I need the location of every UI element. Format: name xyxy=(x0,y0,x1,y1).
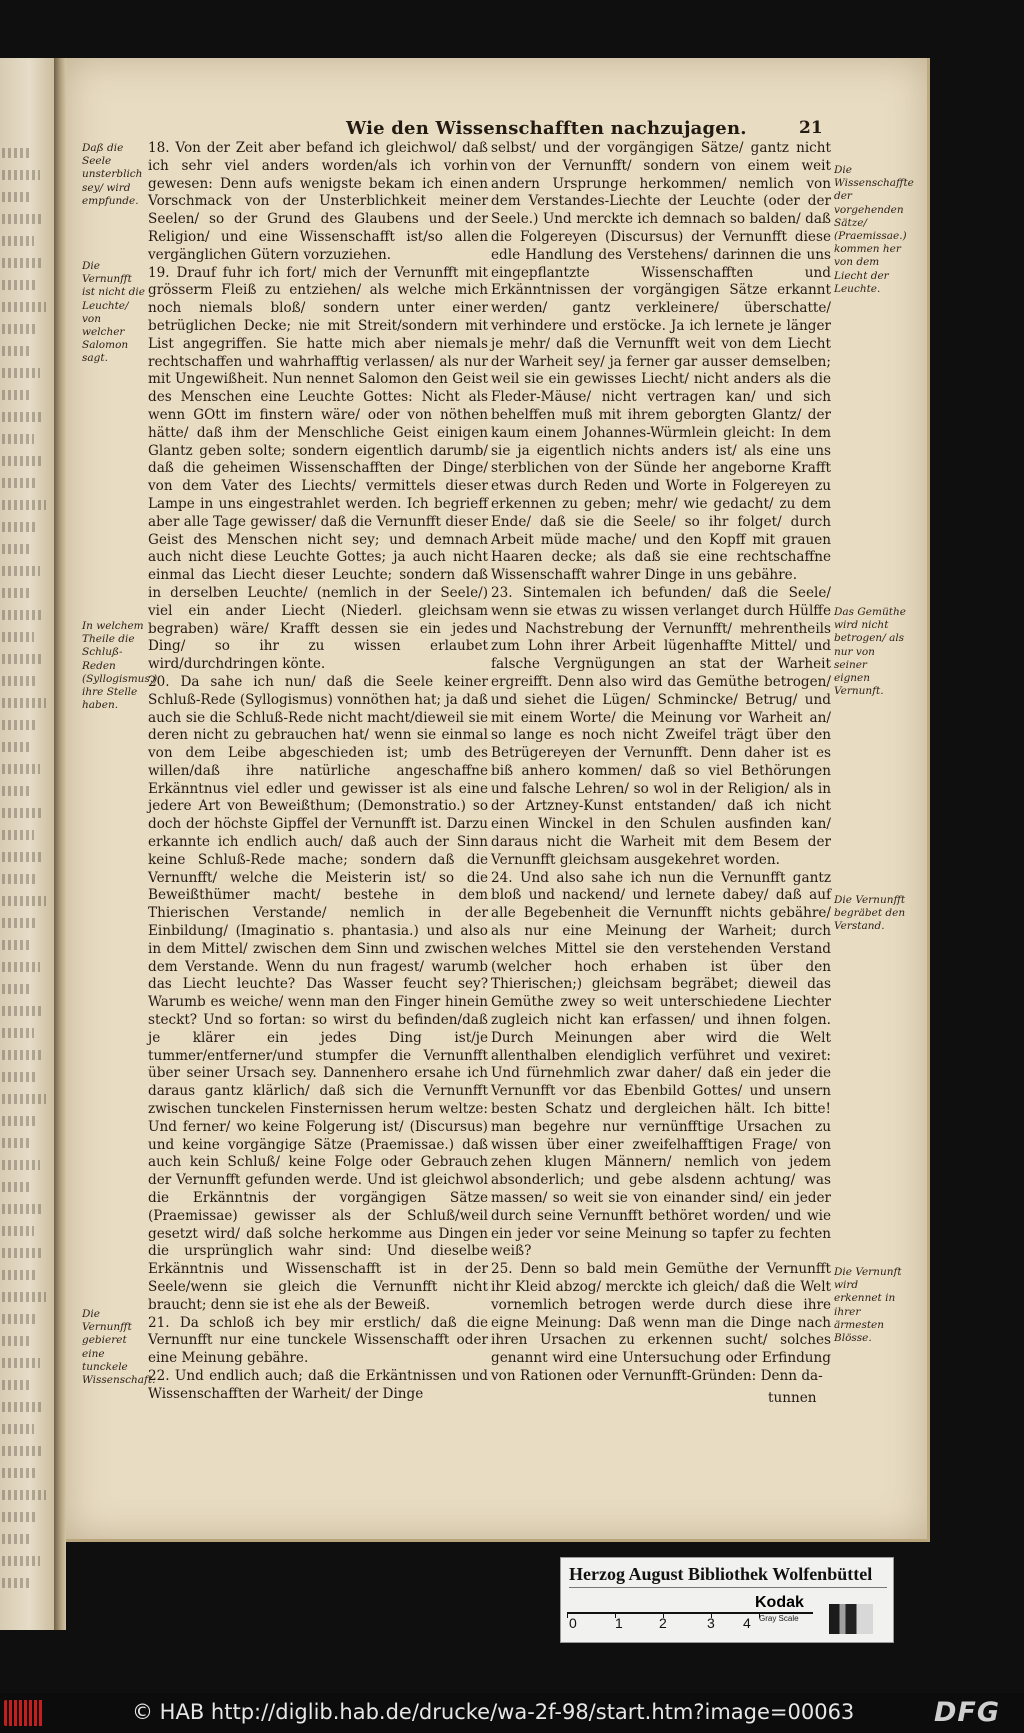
ghost-text-line xyxy=(2,1534,30,1544)
scale-label: 4 xyxy=(743,1615,751,1631)
ghost-text-line xyxy=(2,192,32,202)
ghost-text-line xyxy=(2,522,38,532)
paragraph-24: 24. Und also sahe ich nun die Vernunfft gantz bloß und nackend/ und lernete dabey/ daß auf alle Begebenheit die Vernunfft nichts gebähre/ als nur eine Meinung der Warheit; durch welches Mittel sie den verstehenden Verstand (welcher hoch erhaben ist über den Thierischen;) gleichsam begräbet; dieweil das Gemüthe zwey so weit unterschiedene Liechter zugleich nicht kan erfassen/ und ihnen folgen. Durch Meinungen aber wird die Welt allenthalben elendiglich verführet und vexiret: Und fürnehmlich zwar daher/ daß ein jeder die Vernunfft vor das Ebenbild Gottes/ und unsern besten Schatz und dergleichen hält. Ich bitte! man begehre nur vernünfftige Ursachen zu wissen über einer zweifelhafftigen Frage/ von zehen klugen Männern/ nemlich von jedem absonderlich; und gebe alsdenn achtung/ was massen/ so weit sie von einander sind/ ein jeder durch seine Vernunfft bethöret worden/ und wie ein jeder vor seine Meinung so tapfer zu fechten weiß? xyxy=(491,869,831,1260)
ghost-text-line xyxy=(2,346,30,356)
ghost-text-line xyxy=(2,984,32,994)
ghost-text-line xyxy=(2,1050,44,1060)
ghost-text-line xyxy=(2,1006,42,1016)
ghost-text-line xyxy=(2,610,42,620)
footer-bar xyxy=(0,1693,1024,1733)
scale-label: 3 xyxy=(707,1615,715,1631)
ghost-text-line xyxy=(2,962,40,972)
ghost-text-line xyxy=(2,1094,46,1104)
ghost-text-line xyxy=(2,434,34,444)
paragraph-22-continued: selbst/ und der vorgängigen Sätze/ gantz nicht von der Vernunfft/ sondern von einem weit andern Ursprunge herkommen/ nemlich von dem Verstandes-Liechte der Leuchte (oder der Seele.) Und merckte ich demnach so balden/ daß die Folgereyen (Discursus) der Vernunfft diese edle Handlung des Verstehens/ darinnen die uns eingepflantzte Wissenschafften und Erkänntnissen der vorgängigen Sätze erkannt werden/ gantz verkleinere/ überschatte/ verhindere und erstöcke. Ja ich lernete je länger je mehr/ daß die Vernunfft weit von dem Liecht der Warheit sey/ ja ferner gar ausser demselben; weil sie ein gewisses Liecht/ nicht anders als die Fleder-Mäuse/ nicht vertragen kan/ und sich behelffen muß mit ihrem geborgten Glantz/ der kaum einem Johannes-Würmlein gleicht: In dem sie ja eigentlich nichts anders ist/ als eine uns sterblichen von der Sünde her angeborne Krafft etwas durch Reden und Worte in Folgereyen zu erkennen zu geben; mehr/ wie gedacht/ zu dem Ende/ daß sie die Seele/ so ihr folget/ durch Arbeit müde mache/ und den Kopff mit grauen Haaren decke; als daß sie eine rechtschaffne Wissenschafft wahrer Dinge in uns gebähre. xyxy=(491,140,831,584)
ghost-text-line xyxy=(2,1160,40,1170)
margin-note: Die Wissenschaffte der vorgehenden Sätze/ (Praemissae.) kommen her von dem Liecht der Leuchte. xyxy=(834,164,914,295)
ghost-text-line xyxy=(2,1490,46,1500)
ghost-text-line xyxy=(2,852,44,862)
ghost-text-line xyxy=(2,412,42,422)
color-target xyxy=(560,1557,894,1643)
ghost-text-line xyxy=(2,742,30,752)
ghost-text-line xyxy=(2,280,36,290)
ghost-text-line xyxy=(2,258,44,268)
ghost-text-line xyxy=(2,1314,38,1324)
ghost-text-line xyxy=(2,566,40,576)
ghost-text-line xyxy=(2,1226,34,1236)
ghost-text-line xyxy=(2,1380,32,1390)
ghost-text-line xyxy=(2,1028,34,1038)
margin-note: In welchem Theile die Schluß-Reden (Syllogismus.) ihre Stelle haben. xyxy=(82,620,158,712)
ghost-text-line xyxy=(2,1270,36,1280)
gray-scale-label: Gray Scale xyxy=(759,1614,799,1623)
gray-scale-patch xyxy=(829,1604,873,1634)
paragraph-23: 23. Sintemalen ich befunden/ daß die Seele/ wenn sie etwas zu wissen verlanget durch Hülffe und Nachstrebung der Vernunfft/ mehrentheils zum Lohn ihrer Arbeit lügenhaffte Mittel/ und falsche Vergnügungen an stat der Warheit ergreifft. Denn also wird das Gemüthe betrogen/ und siehet die Lügen/ Schmincke/ Betrug/ und mit einem Worte/ die Meinung vor Warheit an/ so lange es noch nicht Zweifel trägt über den Betrügereyen der Vernunfft. Denn daher ist es biß anhero kommen/ daß so viel Bethörungen und falsche Lehren/ so wol in der Religion/ als in der Artzney-Kunst entstanden/ daß ich nicht einen Winckel in den Schulen ausfinden kan/ daraus nicht die Warheit mit dem Besem der Vernunfft gleichsam ausgekehret worden. xyxy=(491,584,831,868)
margin-note: Das Gemüthe wird nicht betrogen/ als nur von seiner eignen Vernunft. xyxy=(834,606,906,698)
ghost-text-line xyxy=(2,456,44,466)
ghost-text-line xyxy=(2,830,34,840)
ghost-text-line xyxy=(2,654,44,664)
running-head: Wie den Wissenschafften nachzujagen. xyxy=(346,118,747,139)
dfg-logo: DFG xyxy=(934,1697,1001,1728)
ghost-text-line xyxy=(2,302,46,312)
ghost-text-line xyxy=(2,1138,30,1148)
ghost-text-line xyxy=(2,1116,38,1126)
ghost-text-line xyxy=(2,896,46,906)
ghost-text-line xyxy=(2,676,36,686)
ghost-text-line xyxy=(2,1072,36,1082)
text-column-right xyxy=(491,140,831,1386)
ghost-text-line xyxy=(2,1556,40,1566)
hab-logo-icon xyxy=(4,1700,44,1726)
paragraph-25: 25. Denn so bald mein Gemüthe der Vernunfft ihr Kleid abzog/ merckte ich gleich/ daß die Welt vornemlich betrogen werde durch diese ihre eigne Meinung: Daß wenn man die Dinge nach ihren Ursachen zu erkennen sucht/ solches genannt wird eine Untersuchung oder Erfindung von Rationen oder Vernunfft-Gründen: Denn da- xyxy=(491,1261,831,1384)
ghost-text-line xyxy=(2,1402,42,1412)
scale-label: 2 xyxy=(659,1615,667,1631)
ghost-text-line xyxy=(2,632,34,642)
paragraph-19: 19. Drauf fuhr ich fort/ mich der Vernunfft mit grösserm Fleiß zu entziehen/ als welche mich noch niemals bloß/ sondern unter einer betrüglichen Decke; nie mit Streit/sondern mit List angegriffen. Sie hatte mich aber niemals rechtschaffen und wahrhafftig verlassen/ als nur mit Ungewißheit. Nun nennet Salomon den Geist des Menschen eine Leuchte Gottes: Nicht als wenn GOtt im finstern wäre/ oder von nöthen hätte/ daß ihm der Menschliche Geist einigen Glantz geben solte; sondern eigentlich darumb/ daß die geheimen Wissenschafften der Dinge/ von dem Vater des Liechts/ vermittels dieser Lampe in uns eingestrahlet werden. Ich begrieff aber alle Tage gewisser/ daß die Vernunfft dieser Geist des Menschen nicht sey; und demnach auch nicht diese Leuchte Gottes; ja auch nicht einmal das Liecht dieser Leuchte; sondern daß in derselben Leuchte/ (nemlich in der Seele/) viel ein ander Liecht (Niederl. gleichsam begraben) wäre/ Krafft dessen sie ein jedes Ding/ so ihr zu wissen erlaubet wird/durchdringen könte. xyxy=(148,264,488,673)
ghost-text-line xyxy=(2,170,40,180)
ghost-text-line xyxy=(2,148,30,158)
ghost-text-line xyxy=(2,1468,36,1478)
ghost-text-line xyxy=(2,786,32,796)
paragraph-20: 20. Da sahe ich nun/ daß die Seele keiner Schluß-Rede (Syllogismus) vonnöthen hat; ja daß auch sie die Schluß-Rede nicht macht/dieweil sie deren nicht zu gebrauchen hat/ wenn sie einmal von dem Leibe abgeschieden ist; umb des willen/daß ihre natürliche angeschaffne Erkänntnus viel edler und gewisser ist als eine jedere Art von Beweißthum; (Demonstratio.) so doch der höchste Gipffel der Vernunfft ist. Darzu erkannte ich endlich auch/ daß auch der Sinn keine Schluß-Rede mache; sondern daß die Vernunfft/ welche die Meisterin ist/ so die Beweißthümer macht/ bestehe in dem Thierischen Verstande/ nemlich in der Einbildung/ (Imaginatio s. phantasia.) und also in dem Mittel/ zwischen dem Sinn und zwischen dem Verstande. Wenn du nun fragest/ warumb das Liecht leuchte? Das Wasser feucht sey? Warumb es weiche/ wenn man den Finger hinein steckt? Und so fortan: so wirst du befinden/daß je klärer ein jedes Ding ist/je tummer/entferner/und stumpfer die Vernunfft über seiner Ursach sey. Dannenhero ersahe ich daraus gantz klärlich/ daß sich die Vernunfft zwischen tunckelen Finsternissen herum weltze: Und ferner/ wo keine Folgerung ist/ (Discursus) und keine vorgängige Sätze (Praemissae.) daß auch kein Schluß/ keine Folge oder Gebrauch der Vernunfft gefunden werde. Und ist gleichwol die Erkänntnis der vorgängigen Sätze (Praemissae) gewisser als der Schluß/weil gesetzt wird/ daß solche herkomme aus Dingen die ursprünglich wahr sind: Und dieselbe Erkänntnis und Wissenschafft ist in der Seele/wenn sie gleich die Vernunfft nicht braucht; denn sie ist ehe als der Beweiß. xyxy=(148,673,488,1313)
ghost-text-line xyxy=(2,214,42,224)
ghost-text-line xyxy=(2,544,30,554)
ghost-text-line xyxy=(2,1446,44,1456)
ghost-text-line xyxy=(2,1512,38,1522)
ghost-text-line xyxy=(2,1182,32,1192)
kodak-label xyxy=(755,1594,825,1638)
scale-label: 0 xyxy=(569,1615,577,1631)
paragraph-21: 21. Da schloß ich bey mir erstlich/ daß die Vernunfft nur eine tunckele Wissenschafft oder eine Meinung gebähre. xyxy=(148,1314,488,1367)
ghost-text-line xyxy=(2,764,40,774)
ghost-text-line xyxy=(2,698,46,708)
footer-credit-link[interactable]: © HAB http://diglib.hab.de/drucke/wa-2f-98/start.htm?image=00063 xyxy=(132,1700,855,1724)
ghost-text-line xyxy=(2,918,38,928)
kodak-logo: Kodak xyxy=(755,1594,804,1611)
book-gutter xyxy=(54,58,66,1630)
ghost-text-line xyxy=(2,1292,46,1302)
ghost-text-line xyxy=(2,1424,34,1434)
ghost-text-line xyxy=(2,720,38,730)
ghost-text-line xyxy=(2,874,36,884)
ghost-text-line xyxy=(2,390,32,400)
ghost-text-line xyxy=(2,236,34,246)
ghost-text-line xyxy=(2,1358,40,1368)
previous-page-edge xyxy=(0,58,54,1630)
ghost-text-line xyxy=(2,588,32,598)
margin-note: Die Vernunfft begräbet den Verstand. xyxy=(834,894,906,933)
ghost-text-line xyxy=(2,940,30,950)
ghost-text-line xyxy=(2,1336,30,1346)
text-column-left xyxy=(148,140,488,1404)
margin-note: Die Vernunfft gebieret eine tunckele Wissenschaft. xyxy=(82,1308,156,1387)
ghost-text-line xyxy=(2,1248,44,1258)
ghost-text-line xyxy=(2,500,46,510)
book-page xyxy=(66,58,930,1542)
ghost-text-line xyxy=(2,324,38,334)
ghost-text-line xyxy=(2,478,36,488)
ghost-text-line xyxy=(2,808,42,818)
paragraph-22: 22. Und endlich auch; daß die Erkäntnissen und Wissenschafften der Warheit/ der Dinge xyxy=(148,1367,488,1402)
margin-note: Daß die Seele unsterblich sey/ wird empfunde. xyxy=(82,142,143,207)
ghost-text-line xyxy=(2,1204,42,1214)
library-name: Herzog August Bibliothek Wolfenbüttel xyxy=(569,1564,887,1588)
ghost-text-line xyxy=(2,1578,32,1588)
scale-label: 1 xyxy=(615,1615,623,1631)
paragraph-18: 18. Von der Zeit aber befand ich gleichwol/ daß ich sehr viel anders worden/als ich vorhin gewesen: Denn aufs wenigste bekam ich einen Vorschmack von der Unsterblichkeit meiner Seelen/ so der Grund des Glaubens und der Religion/ und eine Wissenschafft ist/so allen vergänglichen Gütern vorzuziehen. xyxy=(148,140,488,263)
margin-note: Die Vernunft wird erkennet in ihrer ärmesten Blösse. xyxy=(834,1266,902,1345)
ghost-text-line xyxy=(2,368,40,378)
page-number: 21 xyxy=(799,118,823,138)
margin-note: Die Vernunfft ist nicht die Leuchte/ von welcher Salomon sagt. xyxy=(82,260,145,365)
catchword: tunnen xyxy=(768,1390,817,1406)
